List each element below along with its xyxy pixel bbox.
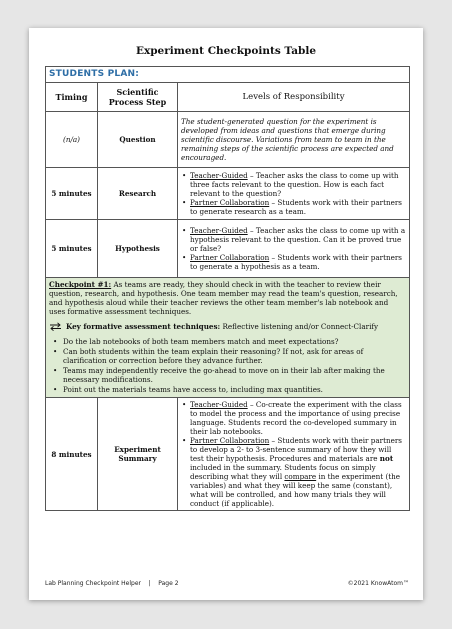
- responsibility-cell: The student-generated question for the experiment is developed from ideas and questions that emerge during scientific discourse. Variations from team to team in the remaining steps of the scientific process are expected and encouraged.: [178, 112, 410, 168]
- timing-cell: 8 minutes: [46, 398, 98, 511]
- timing-cell: 5 minutes: [46, 168, 98, 220]
- page-title: Experiment Checkpoints Table: [135, 45, 317, 57]
- checkpoint-text: As teams are ready, they should check in with the teacher to review their question, research, and hypothesis. One team member may read the team's question, research, and hypothesis aloud while their teacher reviews the other team member's lab notebook and uses formative assessment techniques.: [49, 280, 398, 317]
- teacher-guided-label: Teacher-Guided: [190, 171, 248, 181]
- checkpoint-paragraph: [49, 280, 406, 316]
- header-levels: Levels of Responsibility: [178, 83, 410, 112]
- plan-row: [46, 67, 410, 83]
- footer-copyright: ©2021 KnowAtom™: [347, 580, 409, 587]
- header-timing: Timing: [46, 83, 98, 112]
- list-item-text: – Students work with their partners to generate a hypothesis as a team.: [190, 253, 402, 272]
- checkpoint-row: [46, 278, 410, 398]
- checkpoints-table: [45, 66, 410, 511]
- table-row-summary: [46, 398, 410, 511]
- table-row-research: [46, 168, 410, 220]
- step-cell: Experiment Summary: [98, 398, 178, 511]
- responsibility-cell: [178, 220, 410, 278]
- techniques-line: [49, 322, 406, 331]
- teacher-guided-label: Teacher-Guided: [190, 226, 248, 236]
- checkpoint-label: Checkpoint #1:: [49, 280, 112, 290]
- emphasis-compare: compare: [284, 472, 317, 482]
- list-item: [190, 198, 406, 216]
- document-page: [29, 28, 423, 600]
- timing-cell: (n/a): [46, 112, 98, 168]
- list-item: [190, 226, 406, 253]
- arrows-swap-icon: [49, 322, 62, 331]
- partner-collab-label: Partner Collaboration: [190, 436, 270, 446]
- list-item: • Point out the materials teams have access to, including max quantities.: [63, 385, 406, 394]
- partner-collab-label: Partner Collaboration: [190, 253, 270, 263]
- timing-cell: 5 minutes: [46, 220, 98, 278]
- list-item-text: – Teacher asks the class to come up with three facts relevant to the question. How is each fact relevant to the question?: [190, 171, 399, 199]
- checkpoint-questions: [49, 337, 406, 394]
- teacher-guided-label: Teacher-Guided: [190, 400, 248, 410]
- list-item: • Do the lab notebooks of both team members match and meet expectations?: [63, 337, 406, 346]
- list-item-text: – Teacher asks the class to come up with a hypothesis relevant to the question. Can it be proved true or false?: [190, 226, 406, 254]
- responsibility-cell: [178, 398, 410, 511]
- list-item-text: included in the summary. Students focus on simply describing what they will: [190, 463, 376, 482]
- step-cell: Hypothesis: [98, 220, 178, 278]
- list-item-text: – Students work with their partners to generate research as a team.: [190, 198, 402, 217]
- list-item-text: – Students work with their partners to develop a 2- to 3-sentence summary of how they will test their hypothesis. Procedures and materials are: [190, 436, 402, 464]
- page-footer: [45, 580, 409, 587]
- techniques-text: Reflective listening and/or Connect-Clarify: [220, 322, 379, 332]
- list-item: [190, 436, 406, 508]
- list-item-text: in the experiment (the variables) and what they will keep the same (constant), what will be controlled, and how many trials they will conduct (if applicable).: [190, 472, 401, 509]
- list-item: • Teams may independently receive the go-ahead to move on in their lab after making the necessary modifications.: [63, 366, 406, 384]
- techniques-label: Key formative assessment techniques:: [66, 322, 221, 332]
- table-row-hypothesis: [46, 220, 410, 278]
- list-item: • Can both students within the team explain their reasoning? If not, ask for areas of clarification or correction before they advance further.: [63, 347, 406, 365]
- list-item: [190, 171, 406, 198]
- checkpoint-box: [46, 278, 410, 398]
- header-row: [46, 83, 410, 112]
- step-cell: Question: [98, 112, 178, 168]
- table-row-question: [46, 112, 410, 168]
- step-cell: Research: [98, 168, 178, 220]
- list-item: [190, 253, 406, 271]
- list-item-text: – Co-create the experiment with the class to model the process and the importance of using precise language. Students record the co-developed summary in their lab notebooks.: [190, 400, 402, 437]
- footer-left: Lab Planning Checkpoint Helper | Page 2: [45, 580, 179, 587]
- header-step: Scientific Process Step: [98, 83, 178, 112]
- partner-collab-label: Partner Collaboration: [190, 198, 270, 208]
- responsibility-cell: [178, 168, 410, 220]
- list-item: [190, 400, 406, 436]
- emphasis-not: not: [379, 454, 394, 464]
- plan-label: STUDENTS PLAN:: [46, 67, 410, 83]
